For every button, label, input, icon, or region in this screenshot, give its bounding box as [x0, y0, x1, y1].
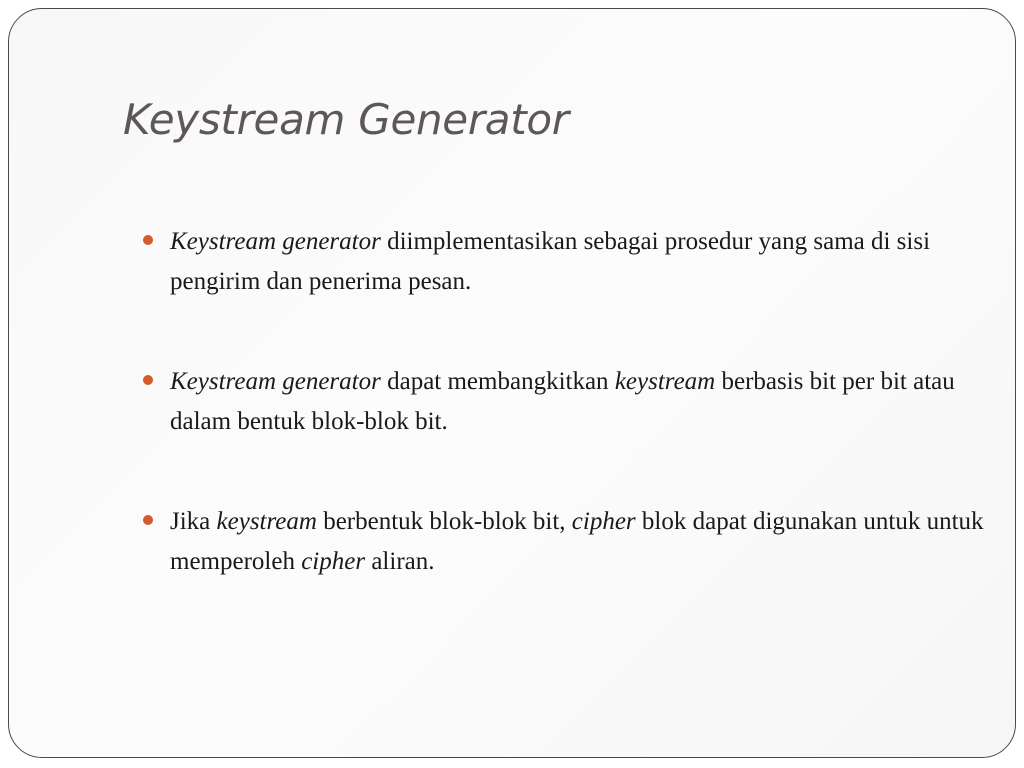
slide-frame	[8, 8, 1016, 758]
bullet-segment: Keystream generator	[170, 228, 381, 255]
bullet-text	[170, 508, 984, 575]
bullet-segment: dapat membangkitkan	[380, 368, 615, 395]
bullet-segment: Keystream generator	[170, 368, 381, 395]
bullet-list	[170, 222, 992, 582]
bullet-segment: cipher	[571, 508, 636, 535]
bullet-segment: cipher	[301, 548, 366, 575]
bullet-segment: Jika	[170, 508, 217, 535]
bullet-item	[170, 362, 992, 442]
bullet-text	[170, 368, 955, 435]
bullet-text	[170, 228, 930, 295]
bullet-segment: diimplementasikan sebagai prosedur yang sama di sisi pengirim dan penerima pesan.	[170, 228, 931, 295]
bullet-dot-icon	[143, 235, 153, 245]
bullet-segment: berbasis bit per bit atau dalam bentuk blok-blok bit.	[170, 368, 955, 435]
bullet-item	[170, 502, 992, 582]
bullet-segment: keystream	[614, 368, 716, 395]
bullet-segment: berbentuk blok-blok bit,	[316, 508, 572, 535]
bullet-segment: keystream	[216, 508, 317, 535]
bullet-item	[170, 222, 992, 302]
bullet-segment: aliran.	[365, 548, 435, 575]
bullet-dot-icon	[143, 515, 153, 525]
bullet-dot-icon	[143, 375, 153, 385]
bullet-segment: blok dapat digunakan untuk untuk memperoleh	[170, 508, 984, 575]
slide-title: Keystream Generator	[123, 95, 569, 144]
